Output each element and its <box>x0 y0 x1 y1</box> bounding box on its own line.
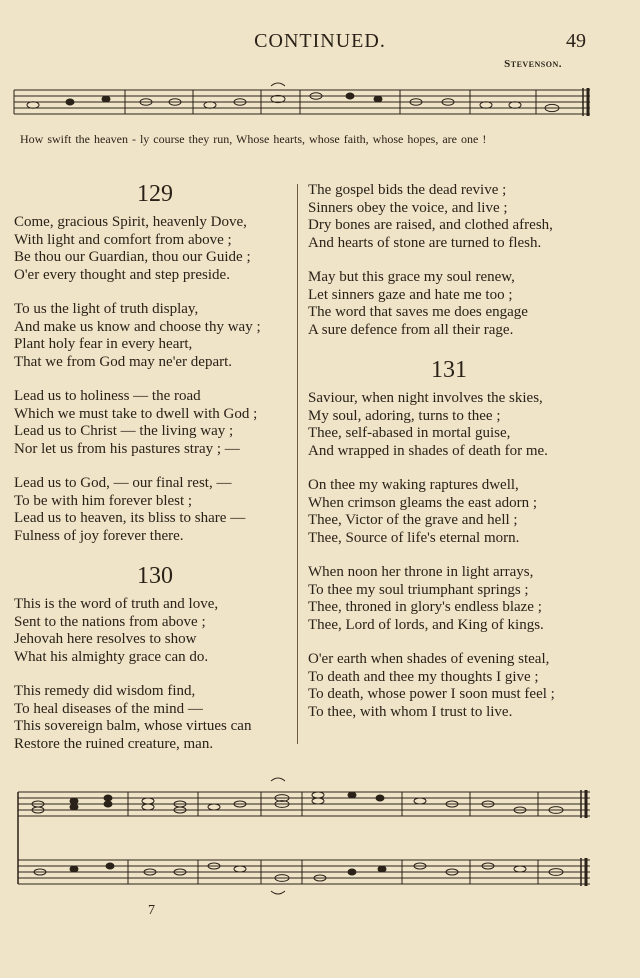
page-number: 49 <box>566 30 586 52</box>
stanza <box>308 182 590 252</box>
page-title: CONTINUED. <box>254 30 386 52</box>
stanza <box>14 475 296 545</box>
verse-line: A sure defence from all their rage. <box>308 321 514 338</box>
verse-line: My soul, adoring, turns to thee ; <box>308 407 501 424</box>
verse-line: To be with him forever blest ; <box>14 492 193 509</box>
stanza <box>308 564 590 634</box>
verse-line: To death and thee my thoughts I give ; <box>308 668 539 685</box>
verse-line: This remedy did wisdom find, <box>14 683 196 699</box>
verse-line: And make us know and choose thy way ; <box>14 318 261 335</box>
verse-line: Nor let us from his pastures stray ; — <box>14 440 240 457</box>
stanza <box>14 596 296 666</box>
stanza <box>308 651 590 721</box>
verse-line: Which we must take to dwell with God ; <box>14 405 258 422</box>
verse-line: Thee, Lord of lords, and King of kings. <box>308 616 544 633</box>
left-column <box>14 176 296 770</box>
verse-line: Lead us to heaven, its bliss to share — <box>14 510 246 526</box>
music-lyric-underlay: How swift the heaven - ly course they run, Whose hearts, whose faith, whose hopes, are one ! <box>20 132 487 146</box>
verse-line: The word that saves me does engage <box>308 304 528 320</box>
verse-line: Come, gracious Spirit, heavenly Dove, <box>14 214 247 230</box>
verse-line: Lead us to holiness — the road <box>14 388 201 404</box>
verse-line: Plant holy fear in every heart, <box>14 336 193 352</box>
hymn-number: 129 <box>137 181 173 207</box>
verse-line: Saviour, when night involves the skies, <box>308 390 543 406</box>
verse-line: Jehovah here resolves to show <box>14 631 197 647</box>
stanza <box>14 683 296 753</box>
verse-line: Thee, self-abased in mortal guise, <box>308 425 511 441</box>
hymn-number: 130 <box>137 563 173 589</box>
column-divider <box>297 184 298 744</box>
verse-line: Thee, Victor of the grave and hell ; <box>308 512 518 528</box>
bottom-music-system <box>0 775 640 895</box>
stanza <box>308 477 590 547</box>
verse-line: O'er every thought and step preside. <box>14 266 230 283</box>
verse-line: And hearts of stone are turned to flesh. <box>308 234 542 251</box>
stanza <box>14 388 296 458</box>
signature-mark: 7 <box>148 903 155 918</box>
verse-line: To thee my soul triumphant springs ; <box>308 581 529 598</box>
stanza <box>14 214 296 284</box>
verse-line: Sinners obey the voice, and live ; <box>308 199 508 216</box>
verse-line: This is the word of truth and love, <box>14 596 219 612</box>
verse-line: Sent to the nations from above ; <box>14 613 206 630</box>
verse-line: Thee, throned in glory's endless blaze ; <box>308 599 542 615</box>
top-music-staff <box>0 80 640 130</box>
hymn-number: 131 <box>431 357 467 383</box>
verse-line: When noon her throne in light arrays, <box>308 564 534 580</box>
stanza <box>308 390 590 460</box>
verse-line: When crimson gleams the east adorn ; <box>308 494 538 511</box>
verse-line: Lead us to God, — our final rest, — <box>14 475 232 491</box>
verse-line: On thee my waking raptures dwell, <box>308 477 519 493</box>
verse-line: To us the light of truth display, <box>14 301 199 317</box>
verse-line: Fulness of joy forever there. <box>14 527 184 544</box>
verse-line: With light and comfort from above ; <box>14 231 232 248</box>
verse-line: To thee, with whom I trust to live. <box>308 703 513 720</box>
stanza <box>14 301 296 371</box>
verse-line: To death, whose power I soon must feel ; <box>308 686 555 702</box>
verse-line: That we from God may ne'er depart. <box>14 353 233 370</box>
composer-credit: Stevenson. <box>504 58 562 70</box>
verse-line: To heal diseases of the mind — <box>14 700 203 717</box>
verse-line: Lead us to Christ — the living way ; <box>14 423 234 439</box>
verse-line: And wrapped in shades of death for me. <box>308 442 548 459</box>
verse-line: Be thou our Guardian, thou our Guide ; <box>14 249 251 265</box>
verse-line: Thee, Source of life's eternal morn. <box>308 529 520 546</box>
verse-line: Let sinners gaze and hate me too ; <box>308 286 513 303</box>
verse-line: Dry bones are raised, and clothed afresh, <box>308 217 553 233</box>
verse-line: The gospel bids the dead revive ; <box>308 182 507 198</box>
stanza <box>308 269 590 339</box>
verse-line: This sovereign balm, whose virtues can <box>14 718 252 734</box>
verse-line: May but this grace my soul renew, <box>308 269 515 285</box>
verse-line: Restore the ruined creature, man. <box>14 735 214 752</box>
verse-line: What his almighty grace can do. <box>14 648 209 665</box>
right-column <box>308 182 590 738</box>
verse-line: O'er earth when shades of evening steal, <box>308 651 550 667</box>
